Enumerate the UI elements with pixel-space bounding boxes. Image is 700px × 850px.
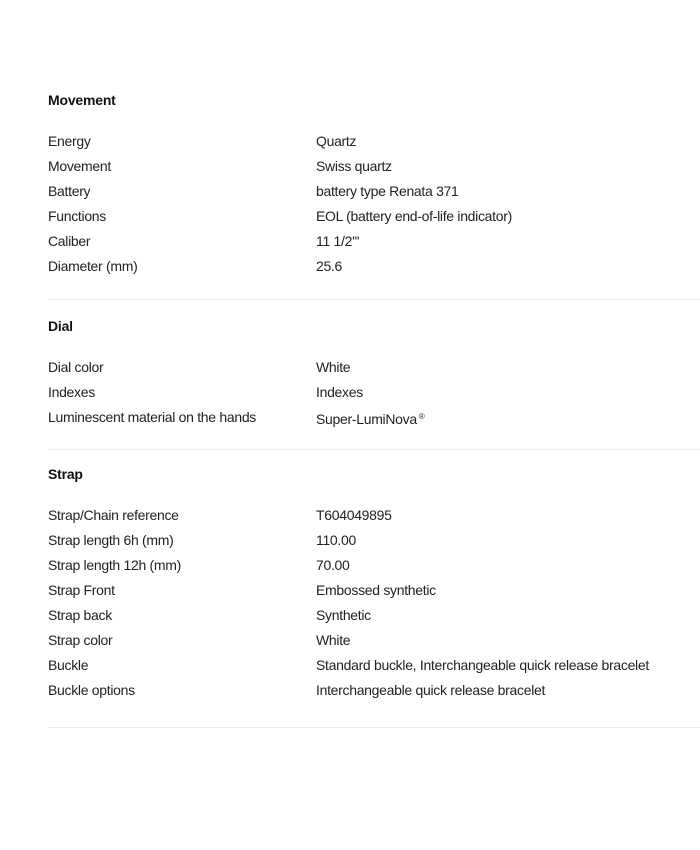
spec-value: Super-LumiNova — [316, 411, 417, 427]
spec-row-battery — [48, 181, 700, 206]
spec-row-functions — [48, 206, 700, 231]
spec-value: Embossed synthetic — [316, 582, 436, 598]
spec-row-caliber — [48, 231, 700, 256]
section-title-strap: Strap — [48, 466, 83, 482]
spec-label: Diameter (mm) — [48, 258, 138, 274]
spec-label: Caliber — [48, 233, 91, 249]
spec-value: 25.6 — [316, 258, 343, 274]
spec-row-buckle-options — [48, 680, 700, 705]
spec-label: Indexes — [48, 384, 95, 400]
spec-row-buckle — [48, 655, 700, 680]
spec-label: Strap length 6h (mm) — [48, 532, 174, 548]
spec-label: Strap color — [48, 632, 113, 648]
spec-label: Strap/Chain reference — [48, 507, 179, 523]
spec-value: T604049895 — [316, 507, 392, 523]
spec-value: Interchangeable quick release bracelet — [316, 682, 546, 698]
section-movement — [48, 90, 700, 300]
spec-label: Energy — [48, 133, 91, 149]
spec-row-luminescent-material — [48, 407, 700, 432]
section-title-dial: Dial — [48, 318, 73, 334]
spec-value: Synthetic — [316, 607, 371, 623]
spec-label: Buckle options — [48, 682, 135, 698]
spec-label: Buckle — [48, 657, 89, 673]
registered-mark-icon: ® — [418, 412, 425, 421]
spec-list-strap — [48, 484, 700, 705]
spec-label: Dial color — [48, 359, 104, 375]
spec-label: Functions — [48, 208, 106, 224]
section-title-movement: Movement — [48, 92, 116, 108]
spec-value-wrapper — [316, 407, 424, 432]
spec-row-dial-color — [48, 357, 700, 382]
spec-value: Quartz — [316, 133, 357, 149]
spec-list-movement — [48, 110, 700, 281]
spec-value: battery type Renata 371 — [316, 183, 459, 199]
section-strap — [48, 450, 700, 728]
spec-row-diameter — [48, 256, 700, 281]
spec-row-strap-front — [48, 580, 700, 605]
section-dial — [48, 300, 700, 450]
spec-label: Strap length 12h (mm) — [48, 557, 181, 573]
spec-value: White — [316, 632, 351, 648]
spec-list-dial — [48, 336, 700, 432]
specifications-panel — [48, 90, 700, 728]
spec-value: White — [316, 359, 351, 375]
spec-value: Standard buckle, Interchangeable quick release bracelet — [316, 657, 649, 673]
spec-value: 70.00 — [316, 557, 350, 573]
spec-value: Swiss quartz — [316, 158, 392, 174]
spec-label: Battery — [48, 183, 91, 199]
spec-row-strap-back — [48, 605, 700, 630]
spec-value: EOL (battery end-of-life indicator) — [316, 208, 512, 224]
spec-row-energy — [48, 131, 700, 156]
spec-row-strap-length-6h — [48, 530, 700, 555]
spec-row-strap-reference — [48, 505, 700, 530]
spec-row-strap-length-12h — [48, 555, 700, 580]
spec-row-movement — [48, 156, 700, 181]
spec-row-strap-color — [48, 630, 700, 655]
spec-row-indexes — [48, 382, 700, 407]
spec-label: Strap Front — [48, 582, 115, 598]
spec-value: Indexes — [316, 384, 363, 400]
spec-label: Luminescent material on the hands — [48, 409, 257, 425]
spec-value: 11 1/2''' — [316, 233, 360, 249]
spec-label: Strap back — [48, 607, 112, 623]
spec-value: 110.00 — [316, 532, 356, 548]
spec-label: Movement — [48, 158, 111, 174]
